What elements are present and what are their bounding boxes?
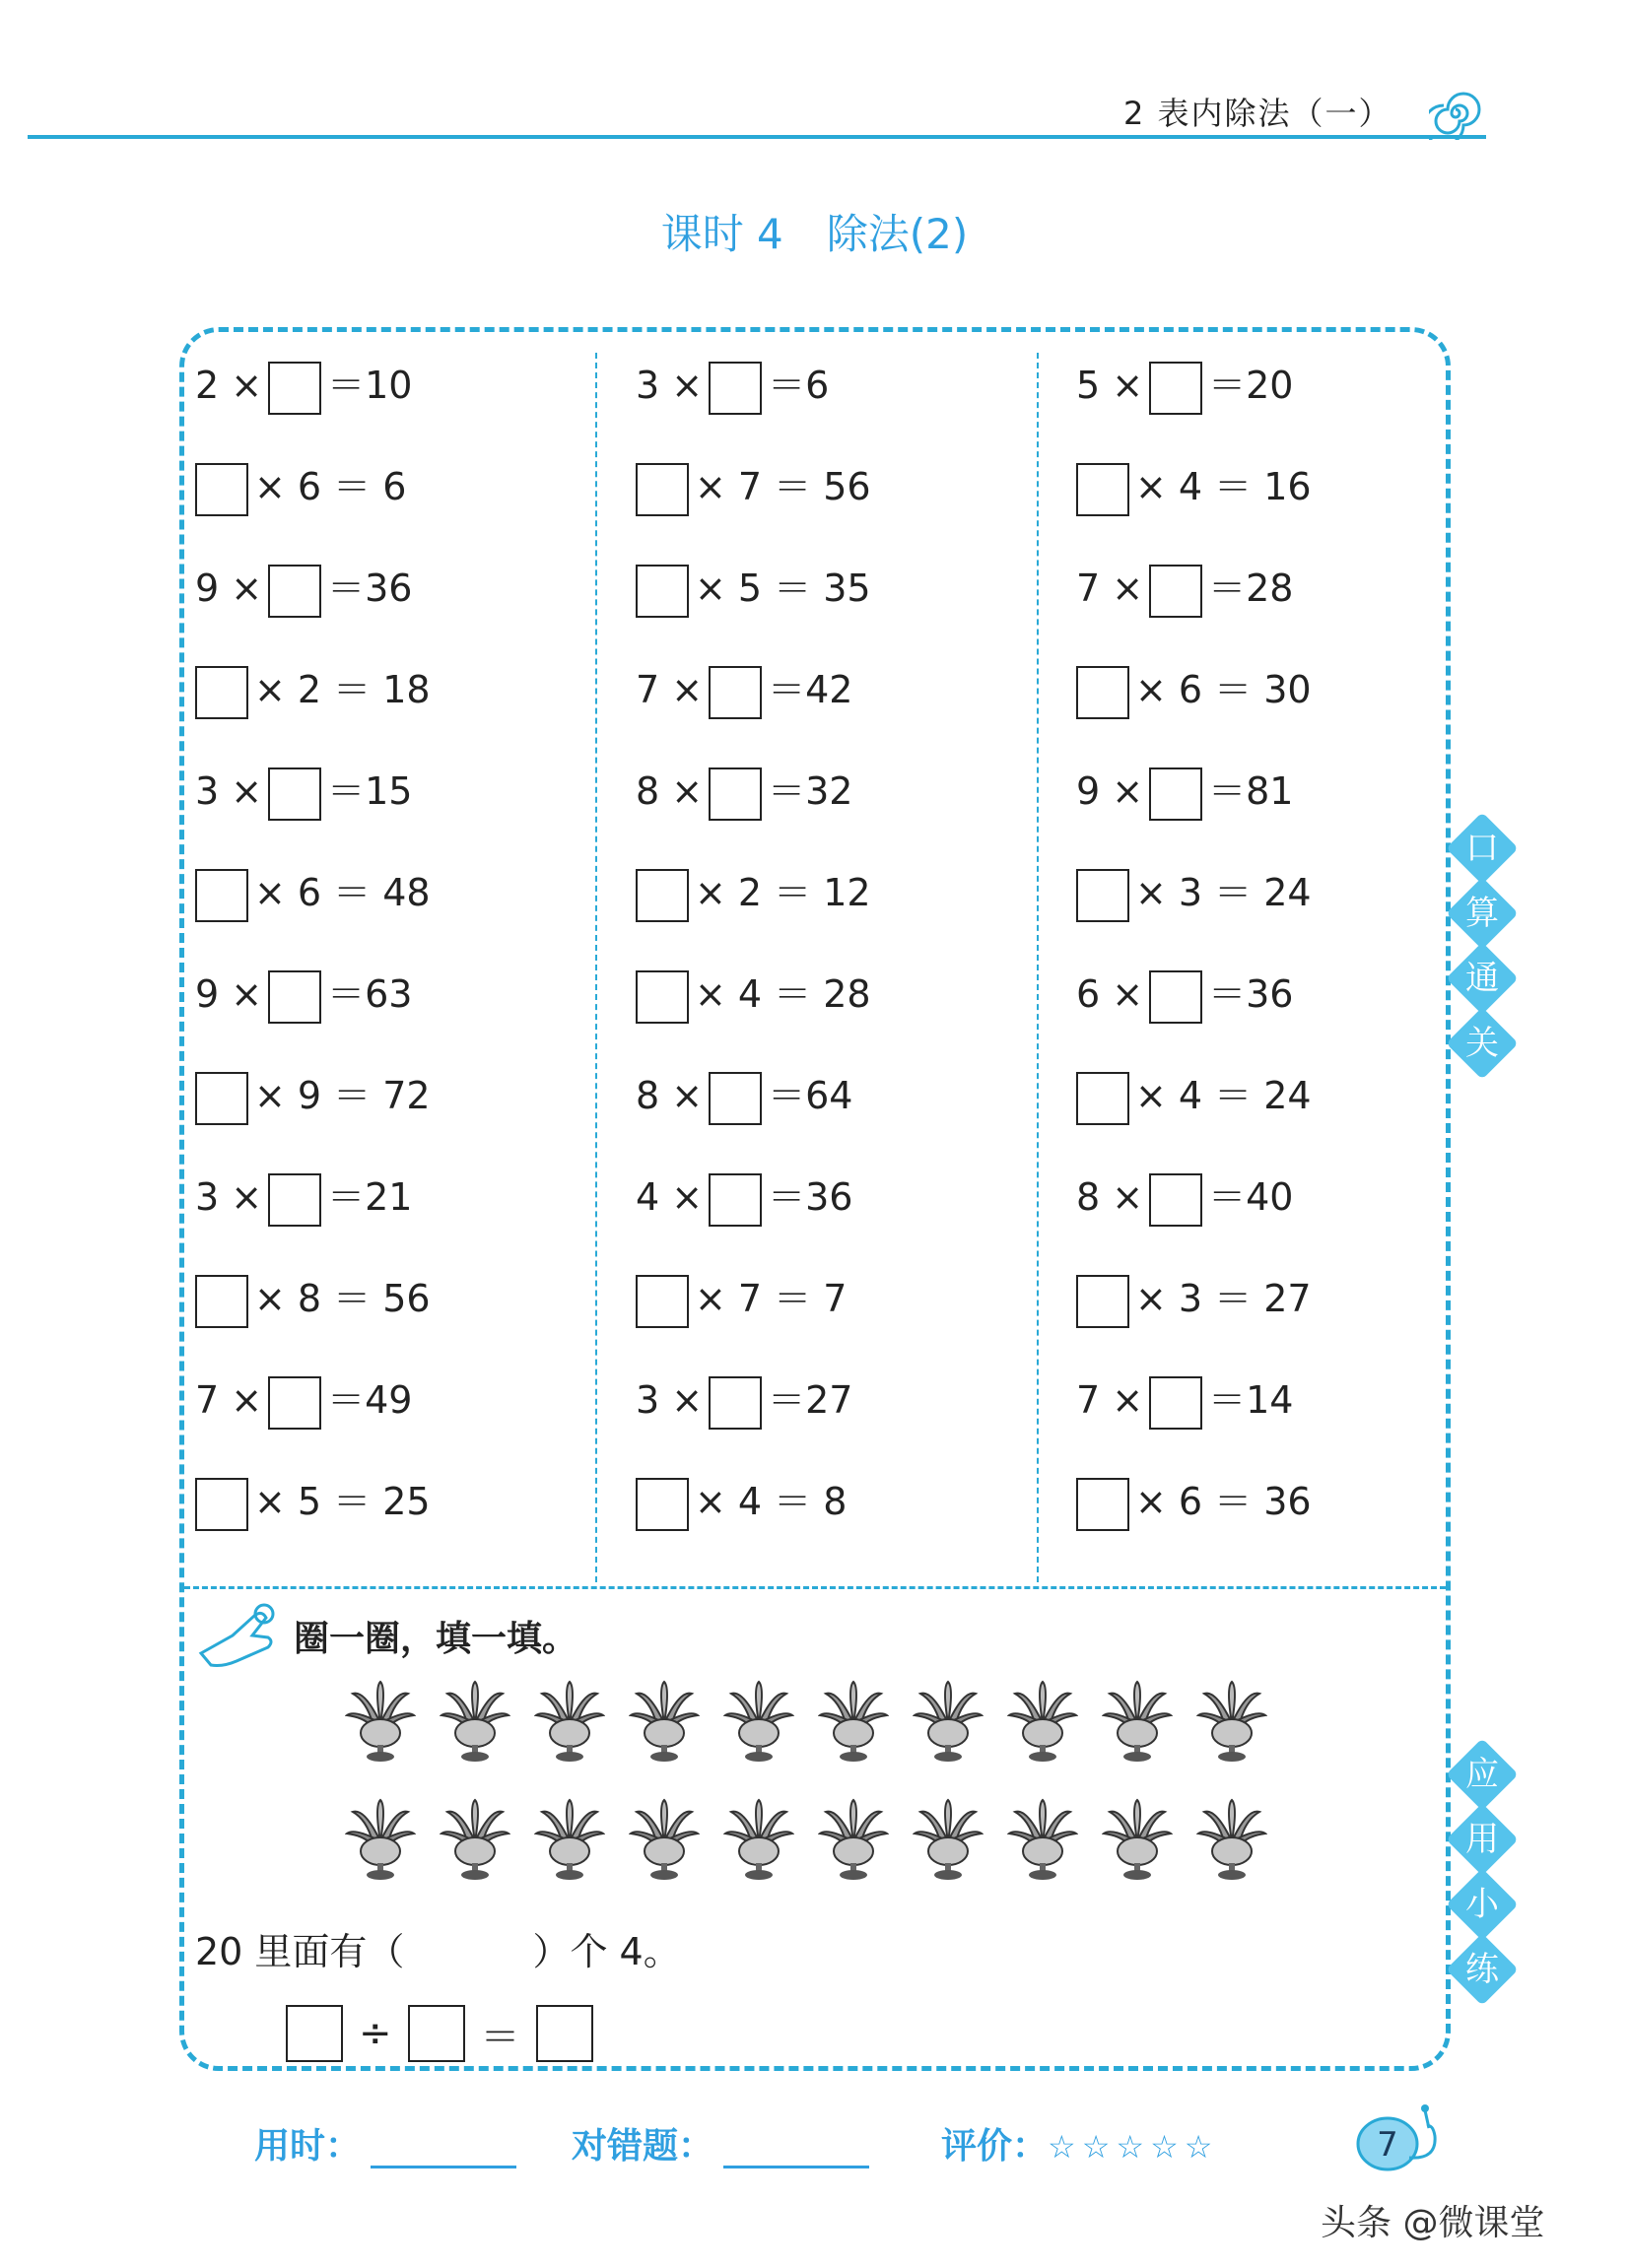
answer-box[interactable] — [268, 767, 321, 821]
equation-rest: × 7 ＝ 7 — [695, 1277, 848, 1320]
header-rule — [28, 135, 1486, 139]
rating-stars[interactable]: ☆☆☆☆☆ — [1048, 2128, 1219, 2166]
equation-rest: × 4 ＝ 16 — [1135, 465, 1312, 508]
equation-rest: ＝64 — [768, 1074, 853, 1117]
equation-rest: × 5 ＝ 25 — [254, 1480, 431, 1523]
potted-plant-icon — [1102, 1680, 1173, 1768]
answer-box[interactable] — [268, 362, 321, 415]
equation-rest: ＝28 — [1208, 567, 1294, 610]
potted-plant-icon — [818, 1680, 889, 1768]
equation-rest: × 6 ＝ 48 — [254, 871, 431, 914]
equation-row — [1076, 966, 1293, 1023]
answer-box[interactable] — [709, 1376, 762, 1430]
equation-start: 6 × — [1076, 972, 1144, 1016]
potted-plant-icon — [1102, 1798, 1173, 1887]
column-divider — [595, 353, 597, 1582]
equation-row — [195, 661, 431, 718]
equation-rest: × 6 ＝ 30 — [1135, 668, 1312, 711]
equation-rest: × 9 ＝ 72 — [254, 1074, 431, 1117]
errors-label: 对错题： — [572, 2126, 714, 2167]
equation-row — [1076, 560, 1293, 617]
equation-rest: × 2 ＝ 12 — [695, 871, 871, 914]
equation-row — [1076, 1371, 1293, 1429]
equation-row — [1076, 661, 1312, 718]
equation-rest: ＝27 — [768, 1378, 853, 1422]
plant-row — [345, 1680, 1281, 1768]
equation-start: 7 × — [1076, 567, 1144, 610]
equation-start: 7 × — [636, 668, 704, 711]
potted-plant-icon — [818, 1798, 889, 1887]
lesson-name: 除法(2) — [826, 210, 969, 258]
plant-row — [345, 1798, 1281, 1887]
equation-rest: × 8 ＝ 56 — [254, 1277, 431, 1320]
equation-row — [195, 357, 412, 414]
tag-char: 练 — [1465, 1950, 1499, 1989]
equation-rest: ＝49 — [327, 1378, 413, 1422]
potted-plant-icon — [1196, 1798, 1267, 1887]
answer-box[interactable] — [1149, 1376, 1202, 1430]
answer-box[interactable] — [636, 970, 689, 1024]
equation-start: 5 × — [1076, 364, 1144, 407]
equation-start: 9 × — [1076, 769, 1144, 813]
lesson-title — [0, 202, 1629, 261]
potted-plant-icon — [629, 1798, 700, 1887]
tag-char: 用 — [1465, 1820, 1499, 1859]
equation-rest: × 4 ＝ 28 — [695, 972, 871, 1016]
equation-start: 8 × — [1076, 1175, 1144, 1219]
equation-row — [1076, 458, 1312, 515]
answer-box[interactable] — [1076, 1072, 1129, 1125]
equation-start: 9 × — [195, 972, 263, 1016]
potted-plant-icon — [534, 1680, 605, 1768]
task-title: 圈一圈，填一填。 — [294, 1619, 578, 1659]
pointing-hand-icon — [193, 1596, 282, 1675]
equation-row — [1076, 1168, 1293, 1226]
column-divider — [1037, 353, 1039, 1582]
errors-blank[interactable] — [723, 2136, 869, 2168]
divisor-box[interactable] — [408, 2005, 465, 2062]
equation-rest: ＝14 — [1208, 1378, 1294, 1422]
section-divider — [184, 1586, 1446, 1589]
plant-grid — [345, 1680, 1281, 1916]
equation-row — [636, 560, 871, 617]
equation-row — [195, 864, 431, 921]
potted-plant-icon — [440, 1680, 510, 1768]
lesson-number: 课时 4 — [660, 210, 783, 258]
equation-row — [636, 966, 871, 1023]
equation-start: 8 × — [636, 769, 704, 813]
equation-row — [636, 763, 852, 820]
potted-plant-icon — [1007, 1798, 1078, 1887]
equation-rest: ＝15 — [327, 769, 413, 813]
divide-sign: ÷ — [359, 2011, 392, 2056]
answer-box[interactable] — [709, 362, 762, 415]
equation-rest: ＝40 — [1208, 1175, 1294, 1219]
equation-start: 8 × — [636, 1074, 704, 1117]
answer-box[interactable] — [1149, 970, 1202, 1024]
equation-rest: × 4 ＝ 8 — [695, 1480, 848, 1523]
answer-box[interactable] — [1076, 463, 1129, 516]
equation-row — [636, 661, 852, 718]
answer-box[interactable] — [636, 869, 689, 922]
snail-page-badge — [1348, 2097, 1447, 2175]
time-blank[interactable] — [371, 2136, 516, 2168]
quotient-box[interactable] — [536, 2005, 593, 2062]
equation-start: 3 × — [195, 1175, 263, 1219]
sentence-part-b: ）个 4。 — [532, 1930, 681, 1973]
answer-box[interactable] — [1076, 666, 1129, 719]
answer-box[interactable] — [636, 463, 689, 516]
answer-box[interactable] — [1076, 1478, 1129, 1531]
answer-box[interactable] — [636, 565, 689, 618]
tag-char: 应 — [1465, 1755, 1499, 1794]
answer-box[interactable] — [195, 1478, 248, 1531]
potted-plant-icon — [345, 1798, 416, 1887]
equation-row — [195, 1473, 431, 1530]
errors-field — [572, 2118, 869, 2168]
equation-rest: × 5 ＝ 35 — [695, 567, 871, 610]
equation-rest: ＝36 — [327, 567, 413, 610]
equation-row — [1076, 763, 1293, 820]
equation-rest: ＝36 — [768, 1175, 853, 1219]
chapter-title: 2 表内除法（一） — [1123, 95, 1392, 132]
equation-row — [1076, 1270, 1312, 1327]
answer-box[interactable] — [195, 1072, 248, 1125]
equation-start: 2 × — [195, 364, 263, 407]
answer-box[interactable] — [195, 1275, 248, 1328]
answer-box[interactable] — [195, 869, 248, 922]
answer-box[interactable] — [636, 1275, 689, 1328]
sentence-part-a: 20 里面有（ — [195, 1930, 405, 1973]
answer-box[interactable] — [636, 1478, 689, 1531]
answer-box[interactable] — [1149, 362, 1202, 415]
spiral-icon — [1429, 87, 1482, 140]
equation-rest: × 6 ＝ 6 — [254, 465, 407, 508]
answer-box[interactable] — [1076, 1275, 1129, 1328]
potted-plant-icon — [629, 1680, 700, 1768]
potted-plant-icon — [913, 1798, 984, 1887]
equation-row — [636, 1067, 852, 1124]
equation-row — [1076, 1473, 1312, 1530]
answer-box[interactable] — [1149, 1173, 1202, 1227]
apply-practice-tag — [1457, 1749, 1510, 2009]
equation-rest: × 4 ＝ 24 — [1135, 1074, 1312, 1117]
fill-sentence — [195, 1921, 681, 1975]
equation-row — [1076, 357, 1293, 414]
tag-char: 关 — [1465, 1024, 1499, 1063]
time-field — [254, 2118, 516, 2168]
tag-char: 口 — [1465, 829, 1499, 868]
equation-row — [636, 864, 871, 921]
equation-row — [636, 458, 871, 515]
equation-start: 4 × — [636, 1175, 704, 1219]
equation-start: 9 × — [195, 567, 263, 610]
tag-char: 算 — [1465, 894, 1499, 933]
equation-row — [1076, 1067, 1312, 1124]
answer-box[interactable] — [709, 666, 762, 719]
equation-rest: ＝63 — [327, 972, 413, 1016]
equation-row — [195, 1371, 412, 1429]
equation-rest: ＝6 — [768, 364, 830, 407]
answer-box[interactable] — [268, 970, 321, 1024]
equation-start: 3 × — [195, 769, 263, 813]
equation-rest: ＝36 — [1208, 972, 1294, 1016]
equation-row — [195, 1168, 412, 1226]
equation-rest: ＝42 — [768, 668, 853, 711]
equation-row — [636, 357, 829, 414]
potted-plant-icon — [1196, 1680, 1267, 1768]
page-number: 7 — [1377, 2125, 1398, 2165]
dividend-box[interactable] — [286, 2005, 343, 2062]
equation-row — [636, 1270, 847, 1327]
equation-rest: ＝32 — [768, 769, 853, 813]
answer-box[interactable] — [1076, 869, 1129, 922]
answer-box[interactable] — [268, 1376, 321, 1430]
equation-start: 7 × — [195, 1378, 263, 1422]
equation-row — [195, 1270, 431, 1327]
answer-box[interactable] — [195, 463, 248, 516]
division-equation — [286, 2005, 593, 2062]
equation-rest: × 7 ＝ 56 — [695, 465, 871, 508]
potted-plant-icon — [534, 1798, 605, 1887]
rating-field — [941, 2118, 1218, 2168]
equation-row — [195, 966, 412, 1023]
potted-plant-icon — [723, 1798, 794, 1887]
equation-start: 3 × — [636, 1378, 704, 1422]
answer-box[interactable] — [268, 565, 321, 618]
equation-row — [1076, 864, 1312, 921]
answer-box[interactable] — [1149, 767, 1202, 821]
potted-plant-icon — [345, 1680, 416, 1768]
equation-rest: × 3 ＝ 27 — [1135, 1277, 1312, 1320]
rating-label: 评价： — [941, 2126, 1049, 2167]
equation-row — [195, 458, 406, 515]
equation-row — [195, 560, 412, 617]
time-label: 用时： — [254, 2126, 362, 2167]
potted-plant-icon — [440, 1798, 510, 1887]
potted-plant-icon — [723, 1680, 794, 1768]
equation-row — [195, 763, 412, 820]
equation-rest: × 3 ＝ 24 — [1135, 871, 1312, 914]
answer-box[interactable] — [709, 1072, 762, 1125]
equation-rest: ＝21 — [327, 1175, 413, 1219]
equation-rest: ＝10 — [327, 364, 413, 407]
equation-row — [636, 1371, 852, 1429]
watermark: 头条 @微课堂 — [1321, 2203, 1545, 2243]
equation-rest: × 2 ＝ 18 — [254, 668, 431, 711]
answer-box[interactable] — [1149, 565, 1202, 618]
equation-row — [195, 1067, 431, 1124]
equals-sign: ＝ — [480, 2014, 520, 2060]
equation-start: 3 × — [636, 364, 704, 407]
oral-calc-tag — [1457, 823, 1510, 1083]
answer-box[interactable] — [268, 1173, 321, 1227]
equation-start: 7 × — [1076, 1378, 1144, 1422]
answer-box[interactable] — [195, 666, 248, 719]
equation-rest: × 6 ＝ 36 — [1135, 1480, 1312, 1523]
answer-box[interactable] — [709, 767, 762, 821]
equation-rest: ＝20 — [1208, 364, 1294, 407]
equation-rest: ＝81 — [1208, 769, 1294, 813]
potted-plant-icon — [1007, 1680, 1078, 1768]
tag-char: 小 — [1465, 1885, 1499, 1924]
equation-row — [636, 1473, 847, 1530]
equation-row — [636, 1168, 852, 1226]
answer-box[interactable] — [709, 1173, 762, 1227]
tag-char: 通 — [1465, 959, 1499, 998]
potted-plant-icon — [913, 1680, 984, 1768]
